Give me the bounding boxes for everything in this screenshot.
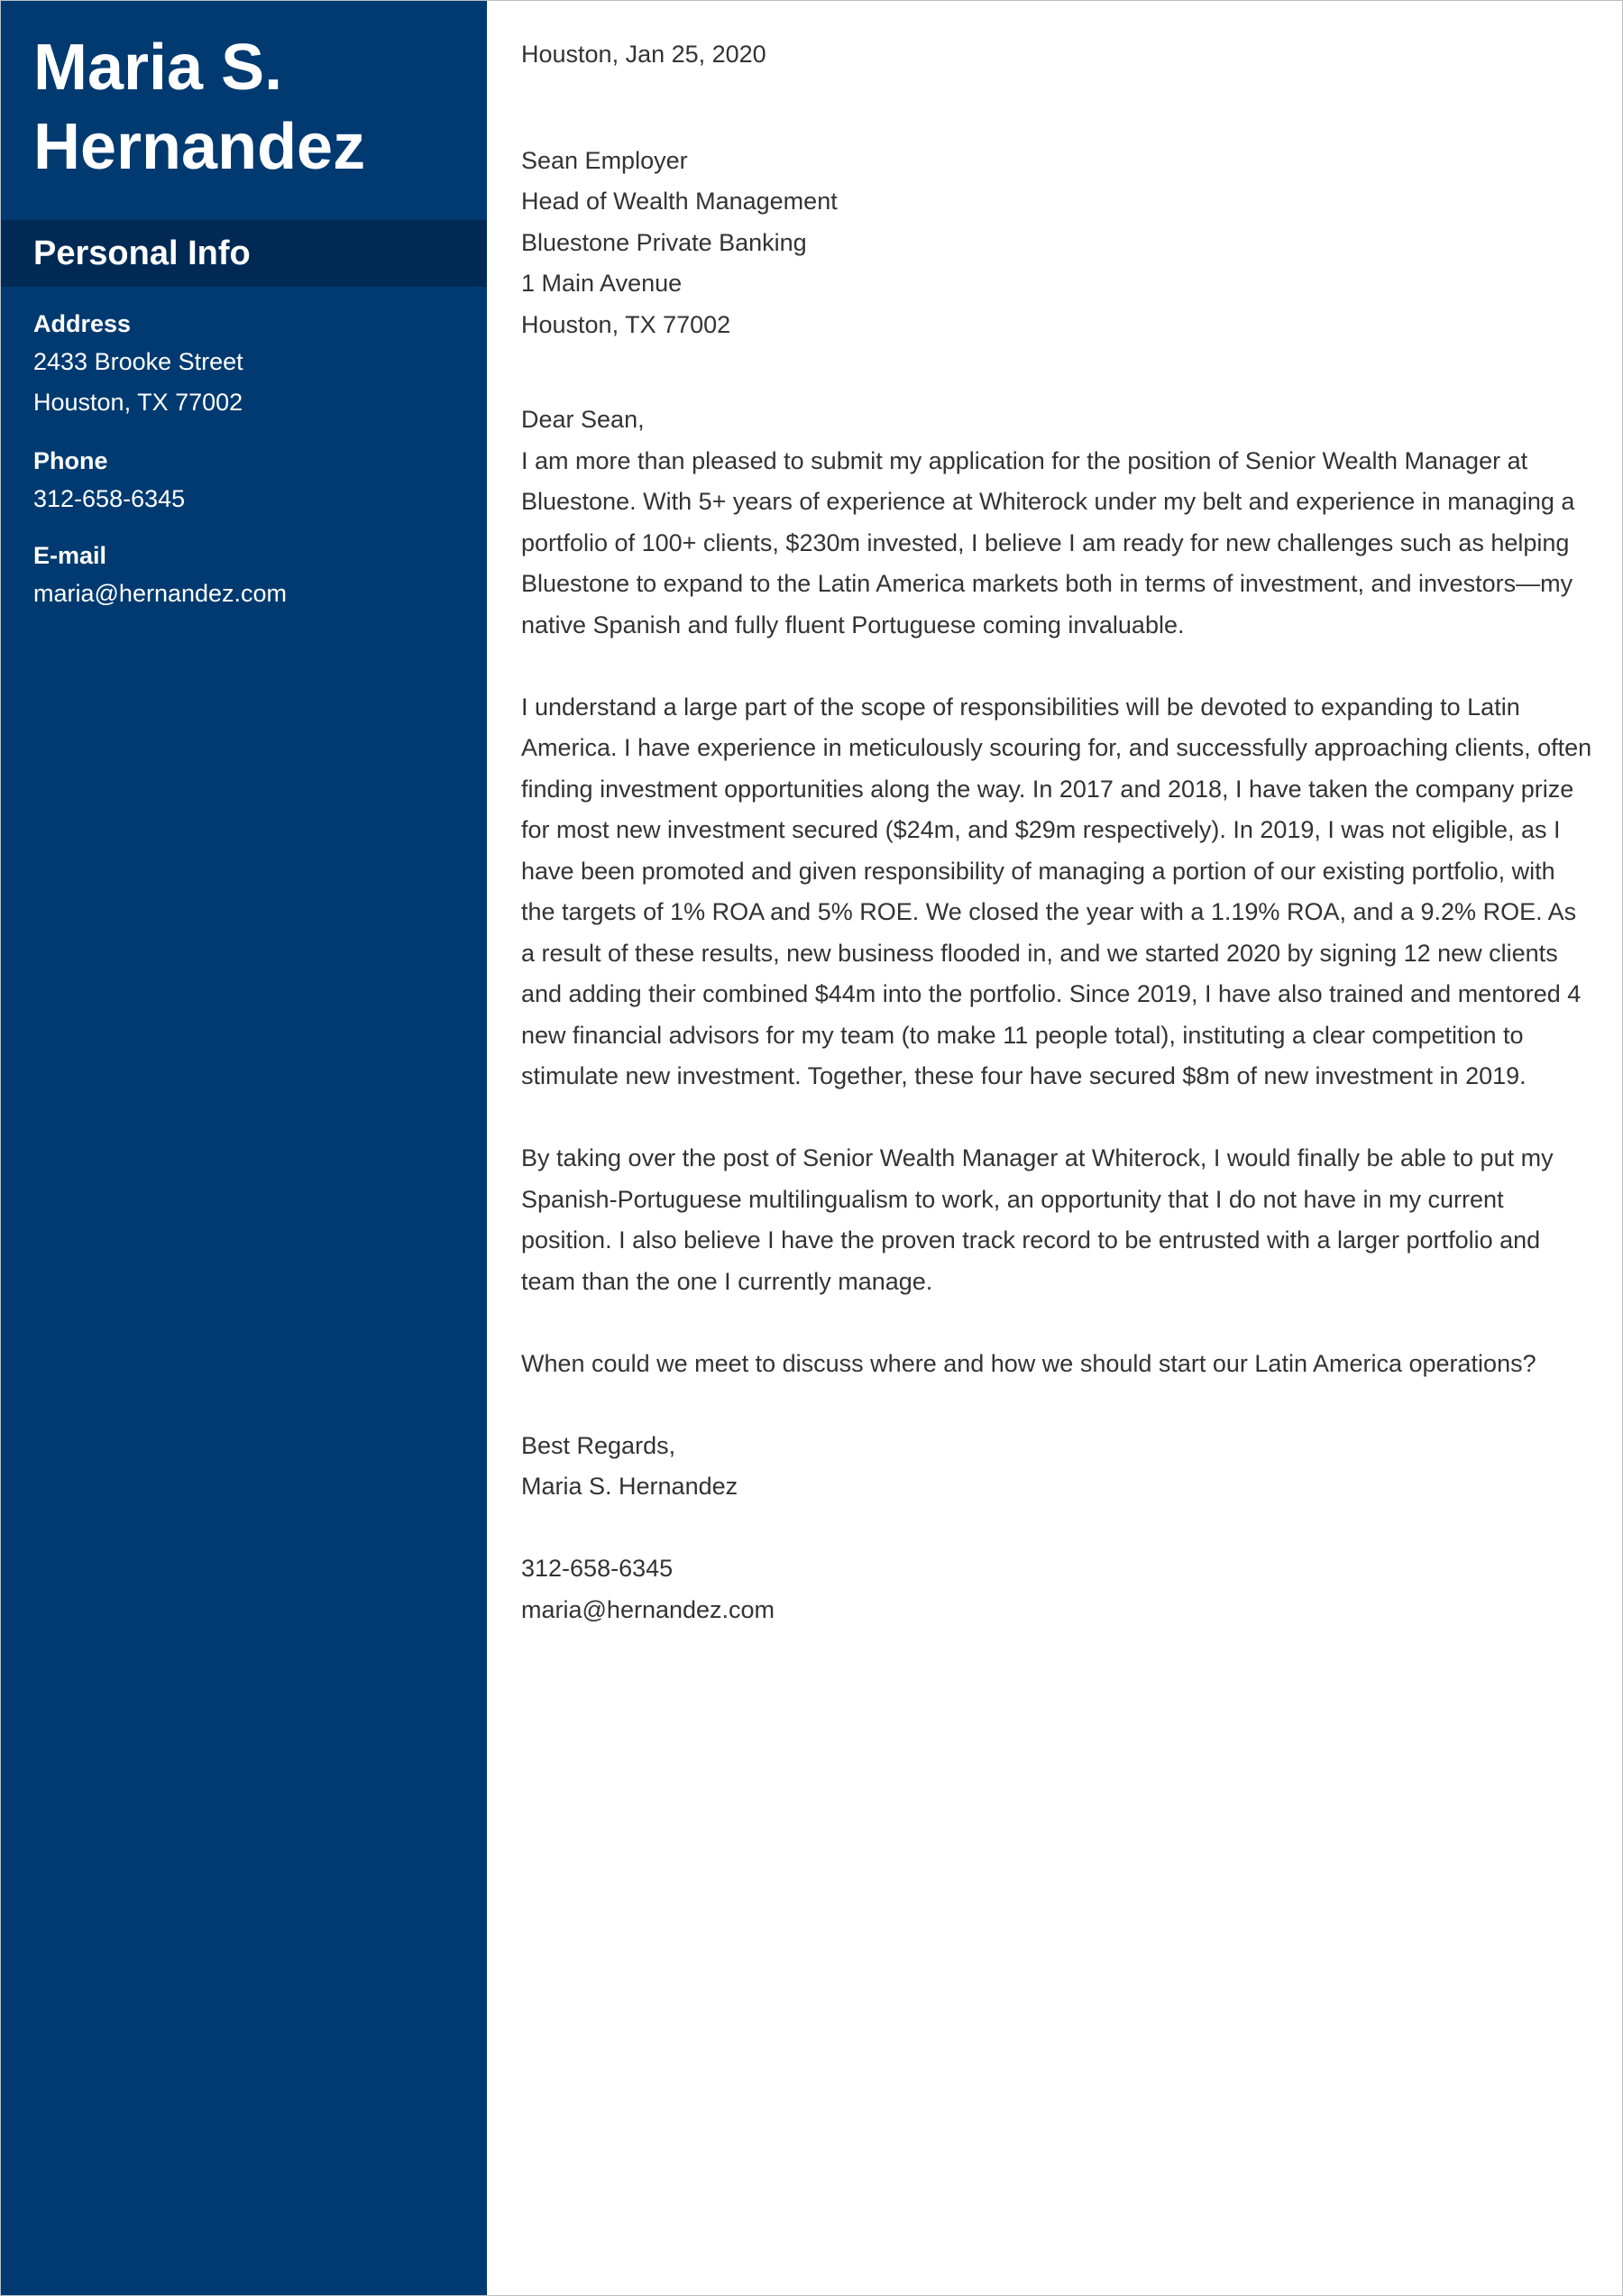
- phone-label: Phone: [33, 447, 108, 474]
- recipient-street: 1 Main Avenue: [521, 270, 683, 297]
- closing-block: [521, 1426, 1594, 1508]
- paragraph-call-to-action: When could we meet to discuss where and how we should start our Latin America operations?: [521, 1349, 1536, 1377]
- paragraph-experience: I understand a large part of the scope of responsibilities will be devoted to expanding to Latin America. I have experience in meticulously scouring for, and successfully approaching clients, often finding investment opportunities along the way. In 2017 and 2018, I have taken the company prize for most new investment secured ($24m, and $29m respectively). In 2019, I was not eligible, as I have been promoted and given responsibility of managing a portion of our existing portfolio, with the targets of 1% ROA and 5% ROE. We closed the year with a 1.19% ROA, and a 9.2% ROE. As a result of these results, new business flooded in, and we started 2020 by signing 12 new clients and adding their combined $44m into the portfolio. Since 2019, I have also trained and mentored 4 new financial advisors for my team (to make 11 people total), instituting a clear competition to stimulate new investment. Together, these four have secured $8m of new investment in 2019.: [521, 693, 1592, 1089]
- personal-info-title: Personal Info: [33, 234, 251, 272]
- applicant-name-line1: Maria S.: [33, 32, 283, 104]
- phone-value: 312-658-6345: [33, 485, 186, 512]
- recipient-name: Sean Employer: [521, 146, 688, 174]
- contact-block: [521, 1548, 1594, 1630]
- email-label: E-mail: [33, 542, 107, 569]
- salutation: Dear Sean,: [521, 406, 645, 433]
- letter-body: [521, 34, 1594, 1630]
- paragraph-intro: I am more than pleased to submit my application for the position of Senior Wealth Manager at Bluestone. With 5+ years of experience at Whiterock under my belt and experience in managing a portfolio of 100+ clients, $230m invested, I believe I am ready for new challenges such as helping Bluestone to expand to the Latin America markets both in terms of investment, and investors—my native Spanish and fully fluent Portuguese coming invaluable.: [521, 446, 1575, 638]
- address-block: [33, 306, 475, 423]
- recipient-block: [521, 141, 1594, 346]
- recipient-city: Houston, TX 77002: [521, 310, 731, 338]
- closing-phrase: Best Regards,: [521, 1431, 676, 1459]
- paragraph-motivation: By taking over the post of Senior Wealth Manager at Whiterock, I would finally be able to put my Spanish-Portuguese multilingualism to work, an opportunity that I do not have in my current position. I also believe I have the proven track record to be entrusted with a larger portfolio and team than the one I currently manage.: [521, 1144, 1554, 1295]
- email-link[interactable]: maria@hernandez.com: [33, 580, 288, 607]
- contact-phone: 312-658-6345: [521, 1555, 674, 1582]
- letter-date: Houston, Jan 25, 2020: [521, 41, 766, 68]
- phone-block: [33, 443, 475, 519]
- sidebar: [1, 1, 487, 2295]
- recipient-company: Bluestone Private Banking: [521, 228, 807, 256]
- signature-name: Maria S. Hernandez: [521, 1473, 738, 1500]
- address-line1: 2433 Brooke Street: [33, 348, 243, 375]
- contact-email-link[interactable]: maria@hernandez.com: [521, 1595, 775, 1623]
- personal-info-header: [1, 220, 487, 287]
- applicant-name: [33, 28, 475, 187]
- address-line2: Houston, TX 77002: [33, 389, 243, 416]
- address-label: Address: [33, 310, 132, 337]
- email-block: [33, 537, 475, 614]
- applicant-name-line2: Hernandez: [33, 111, 366, 183]
- recipient-title: Head of Wealth Management: [521, 188, 838, 215]
